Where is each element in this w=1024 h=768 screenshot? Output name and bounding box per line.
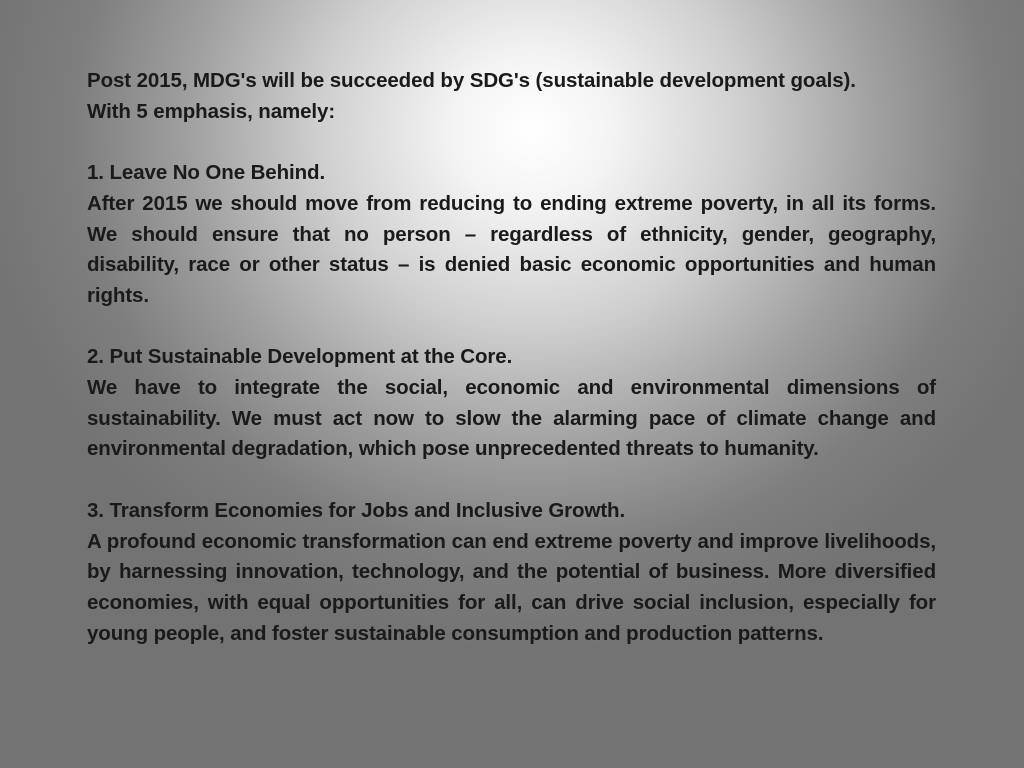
point-3-body: A profound economic transformation can end extreme poverty and improve livelihoods, by harnessing innovation, technology, and the potential of business. More diversified economies, with equal opportunities for all, can drive social inclusion, especially for young people, and foster sustainable consumption and production patterns. <box>87 529 936 645</box>
point-2-heading: 2. Put Sustainable Development at the Core. <box>87 345 513 369</box>
slide-content <box>87 66 936 649</box>
intro-line-1: Post 2015, MDG's will be succeeded by SDG's (sustainable development goals). <box>87 69 856 92</box>
point-2-body: We have to integrate the social, economic and environmental dimensions of sustainability. We must act now to slow the alarming pace of climate change and environmental degradation, which pose unprecedented threats to humanity. <box>87 376 936 461</box>
spacer <box>87 127 936 158</box>
spacer <box>87 465 936 496</box>
spacer <box>87 312 936 343</box>
intro-line-2: With 5 emphasis, namely: <box>87 99 336 123</box>
point-1-heading: 1. Leave No One Behind. <box>87 161 326 185</box>
point-3-heading: 3. Transform Economies for Jobs and Inclusive Growth. <box>87 498 626 522</box>
point-1-body: After 2015 we should move from reducing to ending extreme poverty, in all its forms. We should ensure that no person – regardless of ethnicity, gender, geography, disability, race or other status – is denied basic economic opportunities and human rights. <box>87 191 936 307</box>
